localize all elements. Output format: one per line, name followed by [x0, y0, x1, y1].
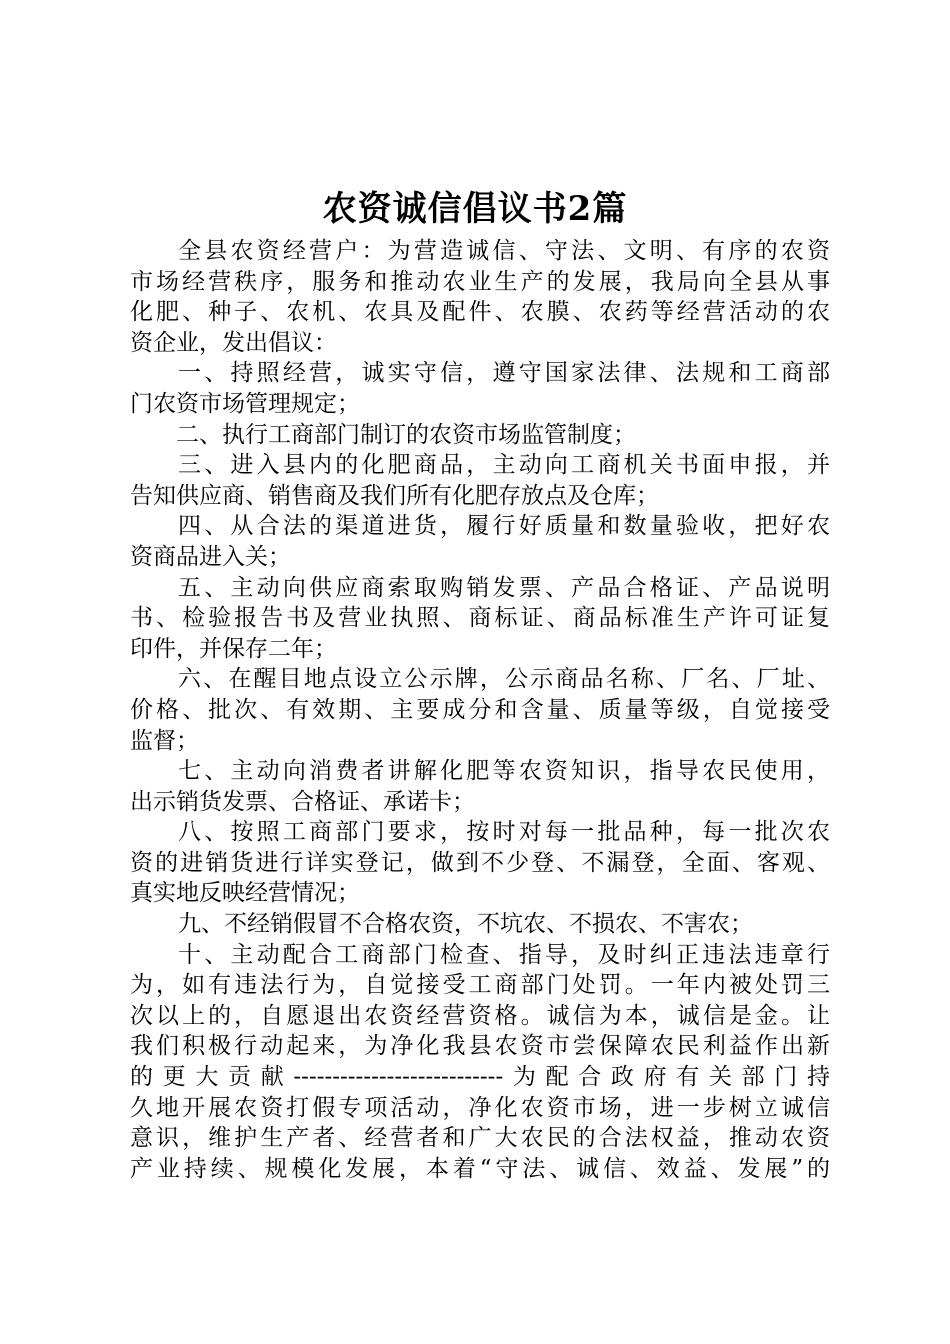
- body-line: 市场经营秩序，服务和推动农业生产的发展，我局向全县从事: [130, 268, 830, 295]
- body-line: 门农资市场管理规定；: [130, 390, 360, 417]
- document-title: 农资诚信倡议书2篇: [322, 189, 628, 229]
- body-line: 七、主动向消费者讲解化肥等农资知识，指导农民使用，: [178, 758, 830, 785]
- body-line: 产业持续、规模化发展，本着“守法、诚信、效益、发展”的: [130, 1155, 830, 1182]
- body-line: 四、从合法的渠道进货，履行好质量和数量验收，把好农: [178, 513, 830, 540]
- body-line: 资的进销货进行详实登记，做到不少登、不漏登，全面、客观、: [130, 849, 830, 876]
- body-line: 监督；: [130, 727, 199, 754]
- body-line: 为，如有违法行为，自觉接受工商部门处罚。一年内被处罚三: [130, 972, 830, 999]
- body-line: 资企业，发出倡议：: [130, 329, 337, 356]
- body-line: 十、主动配合工商部门检查、指导，及时纠正违法违章行: [178, 941, 830, 968]
- body-line: 化肥、种子、农机、农具及配件、农膜、农药等经营活动的农: [130, 299, 830, 326]
- body-line: 的更大贡献---------------------------为配合政府有关部门持: [130, 1064, 830, 1091]
- document-body: [130, 236, 830, 1184]
- body-line: 告知供应商、销售商及我们所有化肥存放点及仓库；: [130, 482, 659, 509]
- body-line: 次以上的，自愿退出农资经营资格。诚信为本，诚信是金。让: [130, 1002, 830, 1029]
- body-line: 八、按照工商部门要求，按时对每一批品种，每一批次农: [178, 819, 830, 846]
- body-line: 资商品进入关；: [130, 543, 291, 570]
- body-line: 价格、批次、有效期、主要成分和含量、质量等级，自觉接受: [130, 696, 830, 723]
- body-line: 书、检验报告书及营业执照、商标证、商品标准生产许可证复: [130, 605, 830, 632]
- body-line: 全县农资经营户：为营造诚信、守法、文明、有序的农资: [178, 238, 830, 264]
- body-line: 印件，并保存二年；: [130, 635, 337, 662]
- body-line: 真实地反映经营情况；: [130, 880, 360, 907]
- body-line: 九、不经销假冒不合格农资，不坑农、不损农、不害农；: [178, 911, 753, 938]
- body-line: 二、执行工商部门制订的农资市场监管制度；: [176, 421, 636, 448]
- body-line: 意识，维护生产者、经营者和广大农民的合法权益，推动农资: [130, 1125, 830, 1152]
- body-line: 出示销货发票、合格证、承诺卡；: [130, 788, 475, 815]
- body-line: 一、持照经营，诚实守信，遵守国家法律、法规和工商部: [178, 360, 830, 387]
- body-line: 久地开展农资打假专项活动，净化农资市场，进一步树立诚信: [130, 1094, 830, 1121]
- body-line: 五、主动向供应商索取购销发票、产品合格证、产品说明: [178, 574, 830, 601]
- body-line: 我们积极行动起来，为净化我县农资市尝保障农民利益作出新: [130, 1033, 830, 1060]
- body-line: 六、在醒目地点设立公示牌，公示商品名称、厂名、厂址、: [178, 666, 830, 693]
- body-line: 三、进入县内的化肥商品，主动向工商机关书面申报，并: [178, 452, 830, 479]
